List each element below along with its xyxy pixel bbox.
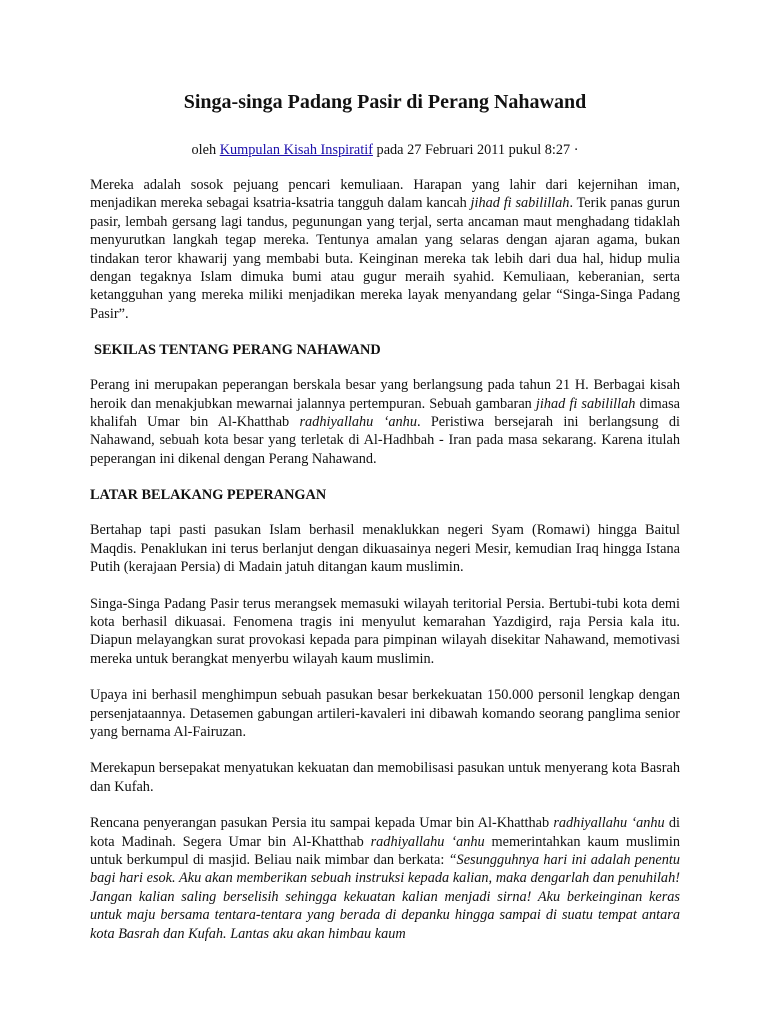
section1-text-3: . Peristiwa bersejarah ini berlangsung di Nahawand, sebuah kota besar yang terletak di Al-Hadhbah - Iran pada masa sekarang. Karena itulah peperangan ini dikenal dengan Perang Nahawand. — [90, 414, 681, 467]
para5-text-1: Rencana penyerangan pasukan Persia itu sampai kepada Umar bin Al-Khatthab — [90, 815, 554, 832]
document-page — [90, 88, 680, 961]
section2-paragraph-2: Singa-Singa Padang Pasir terus merangsek memasuki wilayah teritorial Persia. Bertubi-tubi kota demi kota berhasil dikuasai. Fenomena tragis ini menyulut kemarahan Yazdigird, raja Persia kala itu. Diapun melayangkan surat provokasi kepada para pimpinan wilayah disekitar Nahawand, memotivasi mereka untuk berangkat menyerbu wilayah kaum muslimin. — [90, 595, 680, 667]
section2-paragraph-1: Bertahap tapi pasti pasukan Islam berhasil menaklukkan negeri Syam (Romawi) hingga Baitul Maqdis. Penaklukan ini terus berlanjut dengan dikuasainya negeri Mesir, kemudian Iraq hingga Istana Putih (kerajaan Persia) di Madain jatuh ditangan kaum muslimin. — [90, 522, 680, 576]
intro-text-1: Mereka adalah sosok pejuang pencari kemuliaan. Harapan yang lahir dari kejernihan iman, menjadikan mereka sebagai ksatria-ksatria tangguh dalam kancah — [90, 177, 680, 212]
document-title: Singa-singa Padang Pasir di Perang Nahawand — [183, 91, 587, 113]
byline — [90, 140, 680, 160]
intro-italic-1: jihad fi sabilillah — [470, 195, 570, 212]
section1-italic-2: radhiyallahu ‘anhu — [299, 414, 417, 431]
section2-paragraph-4: Merekapun bersepakat menyatukan kekuatan dan memobilisasi pasukan untuk menyerang kota Basrah dan Kufah. — [90, 760, 680, 795]
intro-paragraph — [90, 176, 680, 323]
section1-text-2: dimasa khalifah Umar bin Al-Khatthab — [90, 395, 680, 431]
section1-text-1: Perang ini merupakan peperangan berskala besar yang berlangsung pada tahun 21 H. Berbagai kisah heroik dan menakjubkan mewarnai jalannya pertempuran. Sebuah gambaran — [90, 377, 680, 412]
para5-text-3: memerintahkan kaum muslimin untuk berkumpul di masjid. Beliau naik mimbar dan berkata: — [90, 833, 680, 868]
para5-text-2: di kota Madinah. Segera Umar bin Al-Khatthab — [90, 815, 680, 850]
intro-text-2: . Terik panas gurun pasir, lembah gersang lagi tandus, pegunungan yang terjal, serta ancaman maut menghadang tidaklah menyurutkan langkah tegap mereka. Tentunya amalan yang selaras dengan ajaran agama, bukan tindakan teror khawarij yang membabi buta. Keinginan mereka tak lebih dari dua hal, hidup mulia dengan tegaknya Islam dimuka bumi atau gugur meraih syahid. Kemuliaan, keberanian, serta ketangguhan yang mereka miliki menjadikan mereka layak menyandang gelar “Singa-Singa Padang Pasir”. — [90, 195, 680, 322]
section1-paragraph — [90, 376, 680, 468]
author-link[interactable]: Kumpulan Kisah Inspiratif — [219, 142, 373, 158]
section-heading-sekilas: SEKILAS TENTANG PERANG NAHAWAND — [94, 342, 381, 359]
byline-date: pada 27 Februari 2011 pukul 8:27 · — [372, 142, 579, 158]
para5-italic-quote: “Sesungguhnya hari ini adalah penentu bagi hari esok. Aku akan memberikan sebuah instruksi kepada kalian, maka dengarlah dan penuhilah! Jangan kalian saling berselisih sehingga kekuatan kalian menjadi sirna! Aku berkeinginan keras untuk maju bersama tentara-tentara yang berada di depanku hingga sampai di suatu tempat antara kota Basrah dan Kufah. Lantas aku akan himbau kaum — [90, 851, 680, 942]
section2-paragraph-3: Upaya ini berhasil menghimpun sebuah pasukan besar berkekuatan 150.000 personil lengkap dengan persenjataannya. Detasemen gabungan artileri-kavaleri ini dibawah komando seorang panglima senior yang bernama Al-Fairuzan. — [90, 687, 680, 740]
para5-italic-1: radhiyallahu ‘anhu — [553, 815, 665, 832]
section1-italic-1: jihad fi sabilillah — [535, 395, 636, 412]
para5-italic-2: radhiyallahu ‘anhu — [370, 833, 485, 850]
section-heading-latar: LATAR BELAKANG PEPERANGAN — [90, 487, 327, 504]
section2-paragraph-5 — [90, 814, 680, 943]
byline-prefix: oleh — [191, 142, 220, 158]
